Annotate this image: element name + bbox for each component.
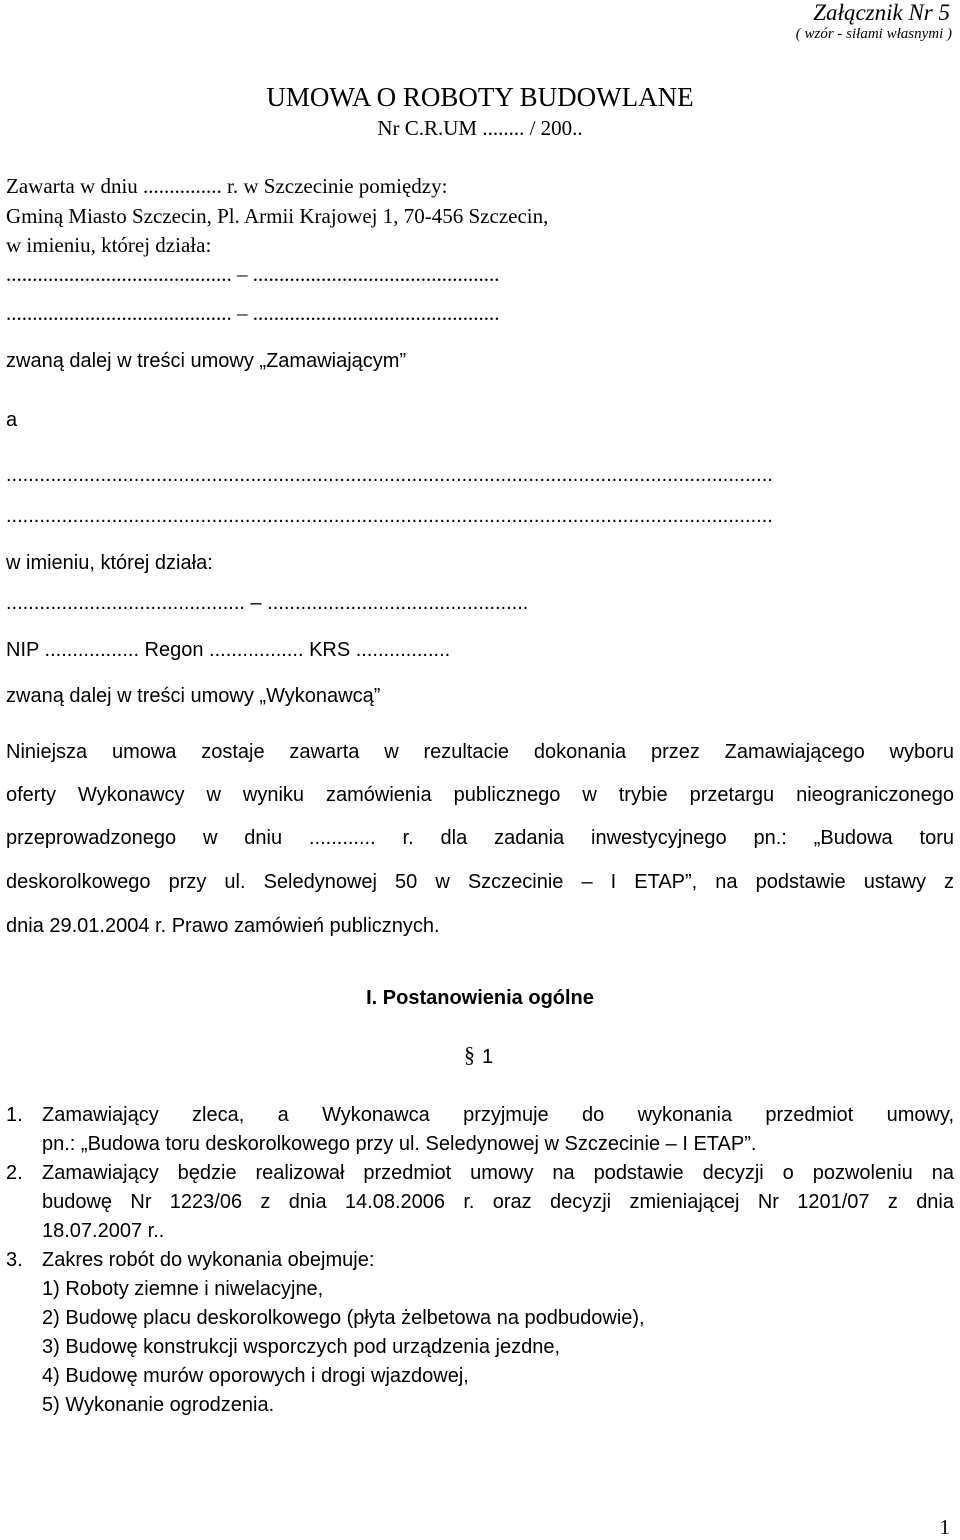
scope-subitem: 5) Wykonanie ogrodzenia. — [42, 1394, 275, 1416]
item-1-line-1: Zamawiający zleca, a Wykonawca przyjmuje do wykonania przedmiot umowy, — [42, 1104, 954, 1126]
date-line: Zawarta w dniu ............... r. w Szczecinie pomiędzy: — [6, 174, 448, 198]
item-2-line-3: 18.07.2007 r.. — [42, 1220, 165, 1242]
employer-called: zwaną dalej w treści umowy „Zamawiającym” — [6, 350, 407, 372]
page-number: 1 — [939, 1515, 950, 1539]
item-3-line-1: Zakres robót do wykonania obejmuje: — [42, 1249, 375, 1271]
preamble-line-1: Niniejsza umowa zostaje zawarta w rezultacie dokonania przez Zamawiającego wyboru — [6, 741, 954, 763]
paragraph-mark: § — [464, 1042, 475, 1067]
contractor-line-2: .......................................................................................................................................... — [6, 505, 773, 527]
contractor-called: zwaną dalej w treści umowy „Wykonawcą” — [6, 685, 381, 707]
employer-line: Gminą Miasto Szczecin, Pl. Armii Krajowej 1, 70-456 Szczecin, — [6, 204, 549, 228]
item-number: 3. — [6, 1249, 23, 1271]
preamble-line-4: deskorolkowego przy ul. Seledynowej 50 w Szczecinie – I ETAP”, na podstawie ustawy z — [6, 871, 954, 893]
ids-line: NIP ................. Regon ................. KRS ................. — [6, 639, 451, 661]
paragraph-number: 1 — [482, 1046, 494, 1068]
contract-number: Nr C.R.UM ........ / 200.. — [377, 116, 583, 140]
scope-subitem: 3) Budowę konstrukcji wsporczych pod urządzenia jezdne, — [42, 1336, 561, 1358]
scope-subitem: 4) Budowę murów oporowych i drogi wjazdowej, — [42, 1365, 469, 1387]
scope-subitem: 2) Budowę placu deskorolkowego (płyta żelbetowa na podbudowie), — [42, 1307, 645, 1329]
item-2-line-1: Zamawiający będzie realizował przedmiot umowy na podstawie decyzji o pozwoleniu na — [42, 1162, 954, 1184]
employer-rep-2: ........................................... – ............................................... — [6, 301, 500, 325]
preamble-line-5: dnia 29.01.2004 r. Prawo zamówień publicznych. — [6, 915, 440, 937]
contractor-line-1: .......................................................................................................................................... — [6, 464, 773, 486]
preamble-line-3: przeprowadzonego w dniu ............ r. dla zadania inwestycyjnego pn.: „Budowa toru — [6, 827, 954, 849]
item-number: 2. — [6, 1162, 23, 1184]
attachment-note: ( wzór - siłami własnymi ) — [795, 26, 952, 42]
item-1-line-2: pn.: „Budowa toru deskorolkowego przy ul. Seledynowej w Szczecinie – I ETAP”. — [42, 1133, 757, 1155]
employer-rep-1: ........................................... – ............................................... — [6, 262, 500, 286]
attachment-label: Załącznik Nr 5 — [813, 0, 950, 25]
contractor-rep: ........................................... – ............................................... — [6, 592, 529, 614]
item-2-line-2: budowę Nr 1223/06 z dnia 14.08.2006 r. oraz decyzji zmieniającej Nr 1201/07 z dnia — [42, 1191, 954, 1213]
contractor-acting: w imieniu, której działa: — [6, 552, 213, 574]
section-heading: I. Postanowienia ogólne — [366, 987, 594, 1009]
and-word: a — [6, 409, 18, 431]
preamble-line-2: oferty Wykonawcy w wyniku zamówienia publicznego w trybie przetargu nieograniczonego — [6, 784, 954, 806]
document-title: UMOWA O ROBOTY BUDOWLANE — [266, 82, 694, 112]
employer-acting: w imieniu, której działa: — [6, 233, 212, 257]
scope-subitem: 1) Roboty ziemne i niwelacyjne, — [42, 1278, 324, 1300]
item-number: 1. — [6, 1104, 23, 1126]
